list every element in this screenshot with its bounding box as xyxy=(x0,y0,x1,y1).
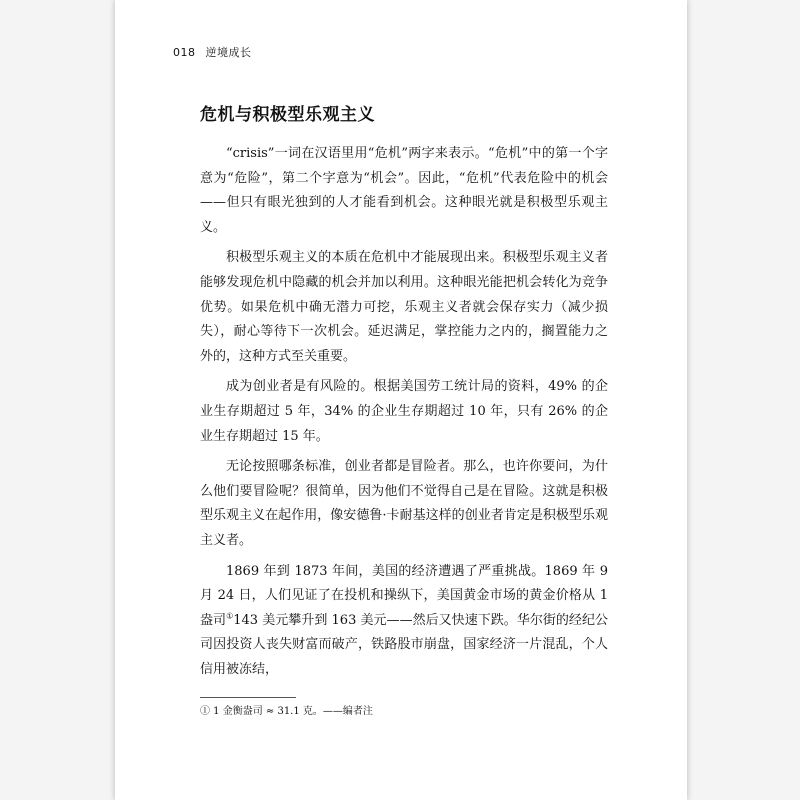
body-text xyxy=(200,142,608,688)
section-title: 危机与积极型乐观主义 xyxy=(200,105,375,125)
footnote-marker[interactable]: ① xyxy=(226,611,234,621)
book-title: 逆境成长 xyxy=(205,46,252,59)
paragraph xyxy=(200,560,608,683)
footnote: ① 1 金衡盎司 ≈ 31.1 克。——编者注 xyxy=(200,706,373,717)
page-number: 018 xyxy=(173,46,196,59)
paragraph: 成为创业者是有风险的。根据美国劳工统计局的资料，49% 的企业生存期超过 5 年，34% 的企业生存期超过 10 年，只有 26% 的企业生存期超过 15 年。 xyxy=(200,379,608,444)
footnote-divider xyxy=(200,697,296,698)
running-header xyxy=(173,44,252,60)
paragraph-text: 143 美元攀升到 163 美元——然后又快速下跌。华尔街的经纪公司因投资人丧失财富而破产，铁路股市崩盘，国家经济一片混乱，个人信用被冻结， xyxy=(200,612,608,677)
book-page xyxy=(115,0,687,800)
paragraph: 积极型乐观主义的本质在危机中才能展现出来。积极型乐观主义者能够发现危机中隐藏的机会并加以利用。这种眼光能把机会转化为竞争优势。如果危机中确无潜力可挖，乐观主义者就会保存实力（减少损失），耐心等待下一次机会。延迟满足，掌控能力之内的，搁置能力之外的，这种方式至关重要。 xyxy=(200,250,608,364)
paragraph-text: 1869 年到 1873 年间，美国的经济遭遇了严重挑战。1869 年 9 月 24 日，人们见证了在投机和操纵下，美国黄金市场的黄金价格从 1 盎司 xyxy=(200,563,608,628)
paragraph: 无论按照哪条标准，创业者都是冒险者。那么，也许你要问，为什么他们要冒险呢？很简单，因为他们不觉得自己是在冒险。这就是积极型乐观主义在起作用，像安德鲁·卡耐基这样的创业者肯定是积极型乐观主义者。 xyxy=(200,459,608,548)
paragraph: “crisis”一词在汉语里用“危机”两字来表示。“危机”中的第一个字意为“危险”，第二个字意为“机会”。因此，“危机”代表危险中的机会——但只有眼光独到的人才能看到机会。这种眼光就是积极型乐观主义。 xyxy=(200,146,608,235)
